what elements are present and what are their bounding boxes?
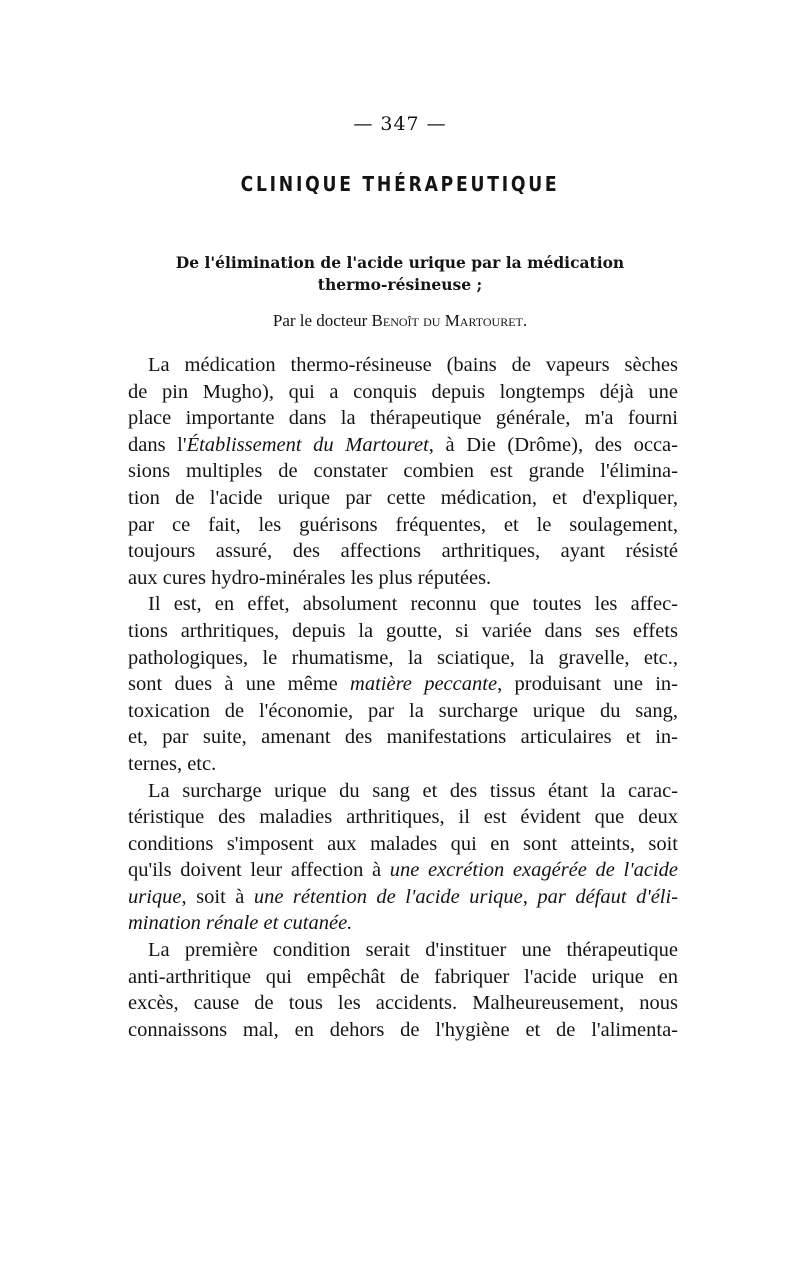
text-run: tions arthritiques, depuis la goutte, si variée dans ses effets xyxy=(128,619,678,642)
italic-run: par défaut d'éli- xyxy=(537,885,679,908)
article-title-line-2: thermo-résineuse ; xyxy=(317,275,483,294)
text-line xyxy=(128,618,678,645)
text-run: pathologiques, le rhumatisme, la sciatique, la gravelle, etc., xyxy=(128,646,678,669)
author-name: Benoît du Martouret. xyxy=(371,311,528,330)
italic-run: une rétention de l'acide urique xyxy=(253,885,523,908)
text-line xyxy=(128,937,678,964)
text-line xyxy=(128,405,678,432)
text-run: La médication thermo-résineuse (bains de vapeurs sèches xyxy=(148,354,678,376)
text-line xyxy=(128,831,678,858)
italic-run: mination rénale et cutanée. xyxy=(128,912,353,935)
text-run: place importante dans la thérapeutique générale, m'a fourni xyxy=(128,407,678,430)
text-line xyxy=(128,458,678,485)
paragraph xyxy=(128,352,678,591)
text-run: sions multiples de constater combien est grande l'élimina- xyxy=(128,460,678,483)
paragraph xyxy=(128,778,678,938)
text-run: tion de l'acide urique par cette médication, et d'expliquer, xyxy=(128,486,678,509)
italic-run: Établissement du Martouret xyxy=(186,433,429,456)
text-line xyxy=(128,432,678,459)
text-run: anti-arthritique qui empêchât de fabriquer l'acide urique en xyxy=(128,965,678,988)
text-run: sont dues à une même xyxy=(128,673,351,696)
article-title-line-1: De l'élimination de l'acide urique par la médication xyxy=(175,253,625,272)
text-run: toxication de l'économie, par la surcharge urique du sang, xyxy=(128,699,678,722)
text-run: , soit à xyxy=(181,885,254,908)
text-line xyxy=(128,645,678,672)
text-run: et, par suite, amenant des manifestations articulaires et in- xyxy=(128,726,678,749)
paragraph xyxy=(128,937,678,1043)
text-line xyxy=(128,538,678,565)
text-line xyxy=(128,352,678,379)
text-run: , produisant une in- xyxy=(497,673,679,696)
author-prefix: Par le docteur xyxy=(272,311,372,330)
article-title xyxy=(120,252,680,296)
page-number: — 347 — xyxy=(353,113,447,135)
text-line xyxy=(128,724,678,751)
article-body xyxy=(128,352,678,1043)
text-line xyxy=(128,804,678,831)
text-run: toujours assuré, des affections arthritiques, ayant résisté xyxy=(128,540,678,563)
text-line xyxy=(128,379,678,406)
italic-run: urique xyxy=(128,885,182,908)
paragraph xyxy=(128,591,678,777)
text-line xyxy=(128,910,678,937)
text-line xyxy=(128,884,678,911)
text-line xyxy=(128,671,678,698)
text-run: Il est, en effet, absolument reconnu que toutes les affec- xyxy=(148,593,678,616)
text-line xyxy=(128,857,678,884)
text-run: excès, cause de tous les accidents. Malheureusement, nous xyxy=(128,992,678,1015)
section-title: CLINIQUE THÉRAPEUTIQUE xyxy=(240,172,560,196)
text-line xyxy=(128,512,678,539)
text-run: La première condition serait d'instituer une thérapeutique xyxy=(148,939,678,962)
text-run: conditions s'imposent aux malades qui en sont atteints, soit xyxy=(128,832,678,855)
author-byline xyxy=(0,311,800,331)
text-run: téristique des maladies arthritiques, il est évident que deux xyxy=(128,806,678,829)
text-run: dans l' xyxy=(128,433,187,456)
text-run: La surcharge urique du sang et des tissus étant la carac- xyxy=(148,779,678,802)
text-run: connaissons mal, en dehors de l'hygiène et de l'alimenta- xyxy=(128,1018,678,1041)
text-line xyxy=(128,990,678,1017)
text-run: aux cures hydro-minérales les plus réputées. xyxy=(128,566,492,589)
text-line xyxy=(128,565,678,592)
text-line xyxy=(128,485,678,512)
text-run: , xyxy=(522,885,538,908)
text-line xyxy=(128,751,678,778)
text-line xyxy=(128,964,678,991)
text-run: par ce fait, les guérisons fréquentes, et le soulagement, xyxy=(128,513,678,536)
text-run: de pin Mugho), qui a conquis depuis longtemps déjà une xyxy=(128,380,678,403)
italic-run: matière peccante xyxy=(350,673,498,696)
text-line xyxy=(128,698,678,725)
text-line xyxy=(128,1017,678,1044)
text-line xyxy=(128,778,678,805)
text-run: , à Die (Drôme), des occa- xyxy=(428,433,678,456)
text-line xyxy=(128,591,678,618)
text-run: qu'ils doivent leur affection à xyxy=(128,859,390,882)
text-run: ternes, etc. xyxy=(128,752,217,775)
italic-run: une excrétion exagérée de l'acide xyxy=(389,859,678,882)
